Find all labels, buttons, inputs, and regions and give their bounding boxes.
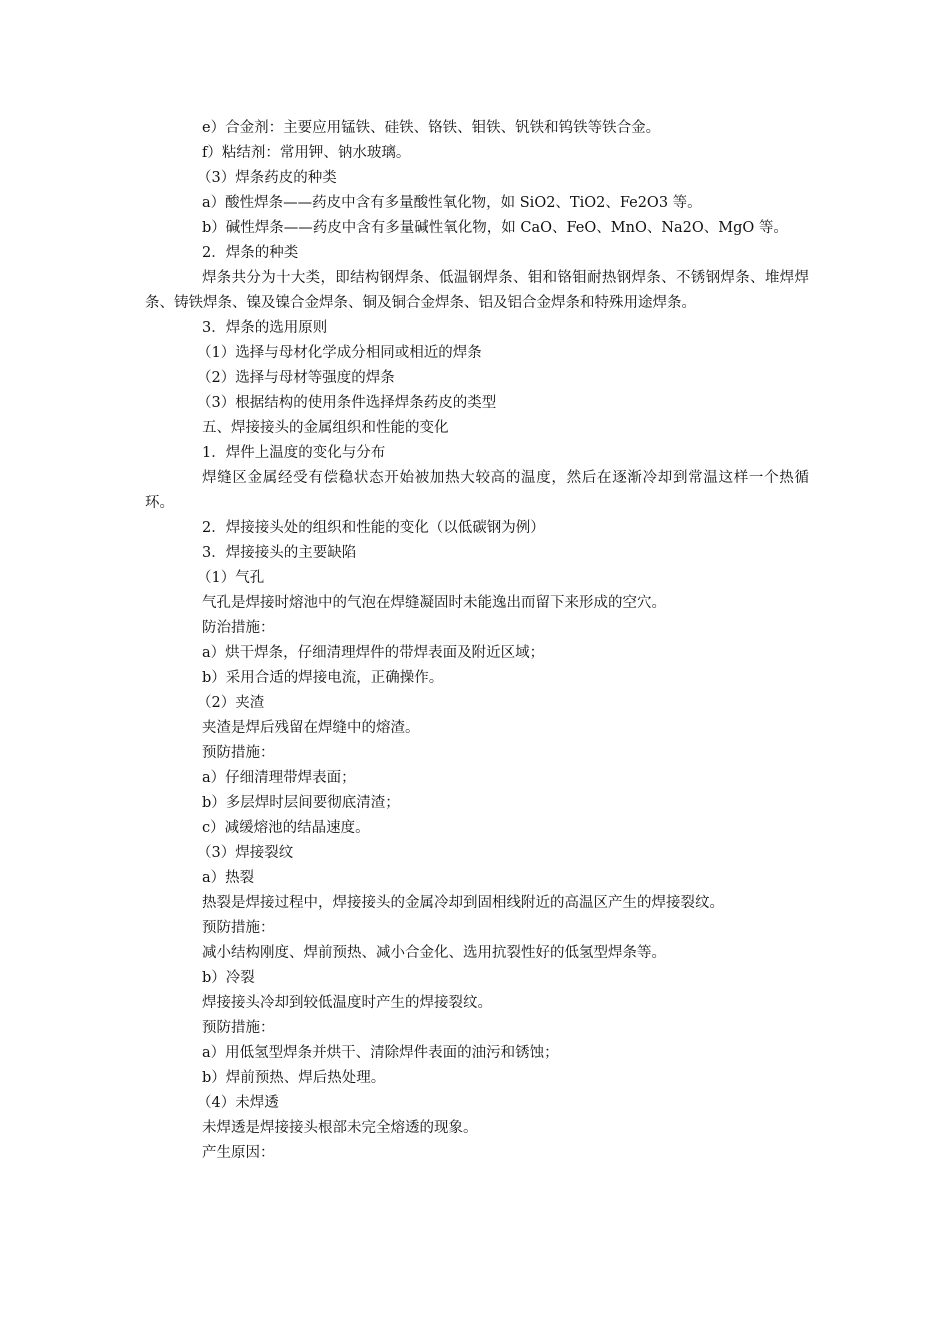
section-heading: 2．焊接接头处的组织和性能的变化（以低碳钢为例） — [202, 520, 545, 536]
list-item: c）减缓熔池的结晶速度。 — [202, 820, 370, 836]
paragraph: 预防措施： — [202, 745, 275, 761]
list-item: a）仔细清理带焊表面； — [202, 770, 356, 786]
paragraph: 焊条共分为十大类，即结构钢焊条、低温钢焊条、钼和铬钼耐热钢焊条、不锈钢焊条、堆焊焊条、铸铁焊条、镍及镍合金焊条、铜及铜合金焊条、铝及铝合金焊条和特殊用途焊条。 — [145, 270, 809, 311]
paragraph: 焊接接头冷却到较低温度时产生的焊接裂纹。 — [202, 995, 492, 1011]
paragraph: b）碱性焊条——药皮中含有多量碱性氧化物，如 CaO、FeO、MnO、Na2O、MgO 等。 — [202, 220, 788, 236]
section-heading: 3．焊接接头的主要缺陷 — [202, 545, 357, 561]
section-heading: 1．焊件上温度的变化与分布 — [202, 445, 386, 461]
section-heading: （3）焊条药皮的种类 — [197, 170, 337, 186]
paragraph: 未焊透是焊接接头根部未完全熔透的现象。 — [202, 1120, 478, 1136]
list-item: b）焊前预热、焊后热处理。 — [202, 1070, 386, 1086]
section-heading: 2．焊条的种类 — [202, 245, 299, 261]
list-item: （3）根据结构的使用条件选择焊条药皮的类型 — [197, 395, 497, 411]
subsection-heading: （4）未焊透 — [197, 1095, 279, 1111]
paragraph: e）合金剂：主要应用锰铁、硅铁、铬铁、钼铁、钒铁和钨铁等铁合金。 — [202, 120, 661, 136]
list-item: （2）选择与母材等强度的焊条 — [197, 370, 395, 386]
paragraph: 预防措施： — [202, 920, 275, 936]
paragraph: 热裂是焊接过程中，焊接接头的金属冷却到固相线附近的高温区产生的焊接裂纹。 — [202, 895, 724, 911]
list-item: a）用低氢型焊条并烘干、清除焊件表面的油污和锈蚀； — [202, 1045, 559, 1061]
paragraph: 夹渣是焊后残留在焊缝中的熔渣。 — [202, 720, 420, 736]
list-item: b）多层焊时层间要彻底清渣； — [202, 795, 400, 811]
subsection-heading: （1）气孔 — [197, 570, 265, 586]
paragraph: a）热裂 — [202, 870, 255, 886]
chapter-heading: 五、焊接接头的金属组织和性能的变化 — [202, 420, 449, 436]
paragraph: 气孔是焊接时熔池中的气泡在焊缝凝固时未能逸出而留下来形成的空穴。 — [202, 595, 666, 611]
subsection-heading: （3）焊接裂纹 — [197, 845, 294, 861]
paragraph: a）酸性焊条——药皮中含有多量酸性氧化物，如 SiO2、TiO2、Fe2O3 等。 — [202, 195, 702, 211]
paragraph: b）冷裂 — [202, 970, 255, 986]
paragraph: 焊缝区金属经受有偿稳状态开始被加热大较高的温度，然后在逐渐冷却到常温这样一个热循环。 — [145, 470, 809, 511]
paragraph: 产生原因： — [202, 1145, 275, 1161]
section-heading: 3．焊条的选用原则 — [202, 320, 328, 336]
document-body — [145, 116, 809, 1166]
list-item: b）采用合适的焊接电流，正确操作。 — [202, 670, 444, 686]
paragraph: 防治措施： — [202, 620, 275, 636]
paragraph: 减小结构刚度、焊前预热、减小合金化、选用抗裂性好的低氢型焊条等。 — [202, 945, 666, 961]
paragraph: f）粘结剂：常用钾、钠水玻璃。 — [202, 145, 411, 161]
subsection-heading: （2）夹渣 — [197, 695, 265, 711]
list-item: （1）选择与母材化学成分相同或相近的焊条 — [197, 345, 482, 361]
list-item: a）烘干焊条，仔细清理焊件的带焊表面及附近区域； — [202, 645, 545, 661]
paragraph: 预防措施： — [202, 1020, 275, 1036]
